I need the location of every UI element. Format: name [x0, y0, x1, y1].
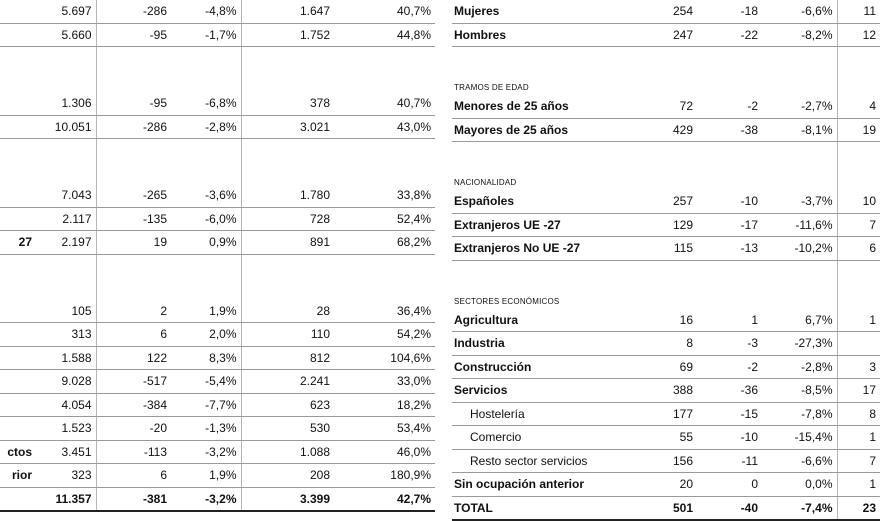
empty-cell: [0, 254, 34, 277]
value-cell: 36,4%: [334, 300, 435, 323]
empty-cell: [697, 260, 762, 283]
value-cell: -22: [697, 23, 762, 47]
empty-cell: [96, 162, 171, 185]
total-row: [0, 487, 435, 511]
row-label: Mujeres: [452, 0, 612, 23]
empty-cell: [612, 47, 697, 70]
table-row: [452, 355, 880, 379]
value-cell: 104,6%: [334, 346, 435, 370]
value-cell: 0,0%: [762, 473, 837, 497]
table-row: [0, 231, 435, 255]
empty-cell: [34, 277, 96, 300]
value-cell: 1.780: [241, 184, 334, 207]
table-row: [0, 23, 435, 47]
empty-cell: [837, 260, 880, 283]
value-cell: 40,7%: [334, 0, 435, 23]
value-cell: 1: [837, 473, 880, 497]
value-cell: 42,7%: [334, 487, 435, 511]
empty-cell: [171, 162, 241, 185]
right-table-panel: [452, 0, 880, 521]
table-row: [0, 92, 435, 115]
value-cell: [837, 332, 880, 356]
section-heading: NACIONALIDAD: [454, 178, 517, 187]
value-cell: 3.399: [241, 487, 334, 511]
table-row: [0, 207, 435, 231]
empty-cell: [241, 162, 334, 185]
row-label: [0, 346, 34, 370]
value-cell: -17: [697, 213, 762, 237]
value-cell: 313: [34, 323, 96, 347]
table-row: [452, 190, 880, 213]
value-cell: 1: [837, 309, 880, 332]
value-cell: -11,6%: [762, 213, 837, 237]
value-cell: 16: [612, 309, 697, 332]
value-cell: -95: [96, 23, 171, 47]
value-cell: -8,2%: [762, 23, 837, 47]
row-label: [0, 23, 34, 47]
value-cell: 3.451: [34, 440, 96, 464]
value-cell: 5.660: [34, 23, 96, 47]
value-cell: -7,8%: [762, 402, 837, 426]
empty-cell: [762, 47, 837, 70]
value-cell: 10.051: [34, 115, 96, 139]
value-cell: 812: [241, 346, 334, 370]
table-row: [0, 393, 435, 417]
empty-cell: [837, 142, 880, 165]
value-cell: 623: [241, 393, 334, 417]
empty-cell: [0, 162, 34, 185]
total-row: [452, 496, 880, 520]
value-cell: 40,7%: [334, 92, 435, 115]
value-cell: -381: [96, 487, 171, 511]
value-cell: 19: [96, 231, 171, 255]
empty-cell: [241, 70, 334, 93]
spacer-row: [452, 260, 880, 283]
spacer-row: [0, 47, 435, 70]
empty-cell: [241, 139, 334, 162]
row-label: Servicios: [452, 379, 612, 403]
empty-cell: [697, 142, 762, 165]
value-cell: -517: [96, 370, 171, 394]
row-label: 27: [0, 231, 34, 255]
row-label: [0, 393, 34, 417]
value-cell: 3.021: [241, 115, 334, 139]
table-row: [0, 370, 435, 394]
row-label: Agricultura: [452, 309, 612, 332]
value-cell: 1: [837, 426, 880, 450]
spacer-row: [0, 162, 435, 185]
value-cell: 4.054: [34, 393, 96, 417]
row-label: Comercio: [452, 426, 612, 450]
value-cell: -2,7%: [762, 95, 837, 118]
table-row: [0, 417, 435, 441]
empty-cell: [612, 165, 697, 191]
value-cell: -2: [697, 355, 762, 379]
value-cell: 1.647: [241, 0, 334, 23]
table-row: [452, 237, 880, 261]
empty-cell: [34, 254, 96, 277]
empty-cell: [96, 254, 171, 277]
spacer-row: [0, 70, 435, 93]
value-cell: 5.697: [34, 0, 96, 23]
empty-cell: [34, 139, 96, 162]
empty-cell: [837, 165, 880, 191]
value-cell: 156: [612, 449, 697, 473]
empty-cell: [334, 70, 435, 93]
empty-cell: [612, 70, 697, 96]
value-cell: 54,2%: [334, 323, 435, 347]
value-cell: 69: [612, 355, 697, 379]
table-row: [0, 115, 435, 139]
value-cell: -2,8%: [762, 355, 837, 379]
table-row: [452, 309, 880, 332]
value-cell: -8,1%: [762, 118, 837, 142]
value-cell: 530: [241, 417, 334, 441]
value-cell: -2: [697, 95, 762, 118]
left-data-table: [0, 0, 435, 512]
value-cell: -95: [96, 92, 171, 115]
value-cell: 0,9%: [171, 231, 241, 255]
empty-cell: [34, 70, 96, 93]
empty-cell: [762, 283, 837, 309]
empty-cell: [0, 277, 34, 300]
value-cell: 2.197: [34, 231, 96, 255]
row-label: [0, 184, 34, 207]
empty-cell: [171, 70, 241, 93]
empty-cell: [34, 47, 96, 70]
value-cell: 2.117: [34, 207, 96, 231]
table-row: [452, 332, 880, 356]
value-cell: -3,7%: [762, 190, 837, 213]
empty-cell: [171, 277, 241, 300]
value-cell: 1.306: [34, 92, 96, 115]
empty-cell: [241, 254, 334, 277]
left-table-panel: [0, 0, 435, 512]
value-cell: -40: [697, 496, 762, 520]
empty-cell: [334, 254, 435, 277]
row-label: [0, 300, 34, 323]
empty-cell: [171, 47, 241, 70]
spacer-row: [0, 254, 435, 277]
value-cell: 2,0%: [171, 323, 241, 347]
value-cell: 12: [837, 23, 880, 47]
value-cell: 18,2%: [334, 393, 435, 417]
table-row: [452, 449, 880, 473]
empty-cell: [334, 139, 435, 162]
value-cell: 1,9%: [171, 300, 241, 323]
row-label: [0, 0, 34, 23]
value-cell: 6: [96, 323, 171, 347]
value-cell: 20: [612, 473, 697, 497]
value-cell: 122: [96, 346, 171, 370]
value-cell: 17: [837, 379, 880, 403]
table-row: [452, 379, 880, 403]
empty-cell: [34, 162, 96, 185]
value-cell: -3,2%: [171, 440, 241, 464]
value-cell: -20: [96, 417, 171, 441]
value-cell: 44,8%: [334, 23, 435, 47]
value-cell: 6: [837, 237, 880, 261]
empty-cell: [612, 260, 697, 283]
empty-cell: [171, 139, 241, 162]
empty-cell: [96, 139, 171, 162]
value-cell: 8,3%: [171, 346, 241, 370]
empty-cell: [0, 47, 34, 70]
value-cell: -3,6%: [171, 184, 241, 207]
value-cell: 23: [837, 496, 880, 520]
section-header-row: [452, 165, 880, 191]
value-cell: -2,8%: [171, 115, 241, 139]
row-label: Industria: [452, 332, 612, 356]
value-cell: 33,0%: [334, 370, 435, 394]
row-label: [0, 417, 34, 441]
table-row: [452, 426, 880, 450]
empty-cell: [334, 277, 435, 300]
row-label: Hombres: [452, 23, 612, 47]
empty-cell: [837, 70, 880, 96]
value-cell: 728: [241, 207, 334, 231]
empty-cell: [0, 139, 34, 162]
row-label: rior: [0, 464, 34, 488]
value-cell: -6,6%: [762, 0, 837, 23]
row-label: Construcción: [452, 355, 612, 379]
empty-cell: [334, 47, 435, 70]
row-label: [0, 323, 34, 347]
table-row: [0, 0, 435, 23]
empty-cell: [241, 277, 334, 300]
value-cell: 378: [241, 92, 334, 115]
value-cell: -384: [96, 393, 171, 417]
spacer-row: [0, 139, 435, 162]
value-cell: 9.028: [34, 370, 96, 394]
empty-cell: [96, 70, 171, 93]
value-cell: 115: [612, 237, 697, 261]
table-row: [0, 184, 435, 207]
table-row: [0, 440, 435, 464]
empty-cell: [334, 162, 435, 185]
value-cell: 46,0%: [334, 440, 435, 464]
empty-cell: [697, 70, 762, 96]
value-cell: 208: [241, 464, 334, 488]
table-row: [452, 118, 880, 142]
section-header-row: [452, 70, 880, 96]
row-label: [0, 487, 34, 511]
value-cell: -4,8%: [171, 0, 241, 23]
empty-cell: [96, 47, 171, 70]
empty-cell: [171, 254, 241, 277]
value-cell: 53,4%: [334, 417, 435, 441]
value-cell: -8,5%: [762, 379, 837, 403]
value-cell: 501: [612, 496, 697, 520]
value-cell: 7.043: [34, 184, 96, 207]
value-cell: -6,6%: [762, 449, 837, 473]
value-cell: 19: [837, 118, 880, 142]
value-cell: -11: [697, 449, 762, 473]
row-label: Españoles: [452, 190, 612, 213]
empty-cell: [837, 47, 880, 70]
value-cell: 28: [241, 300, 334, 323]
row-label: Menores de 25 años: [452, 95, 612, 118]
value-cell: -18: [697, 0, 762, 23]
value-cell: -286: [96, 0, 171, 23]
value-cell: -7,7%: [171, 393, 241, 417]
value-cell: 11.357: [34, 487, 96, 511]
empty-cell: [96, 277, 171, 300]
value-cell: 1: [697, 309, 762, 332]
empty-cell: [612, 283, 697, 309]
section-heading: SECTORES ECONÓMICOS: [454, 296, 560, 306]
empty-cell: [241, 47, 334, 70]
value-cell: 6,7%: [762, 309, 837, 332]
value-cell: 105: [34, 300, 96, 323]
empty-cell: [697, 283, 762, 309]
row-label: Extranjeros No UE -27: [452, 237, 612, 261]
empty-cell: [452, 260, 612, 283]
right-data-table: [452, 0, 880, 521]
value-cell: -36: [697, 379, 762, 403]
row-label: TOTAL: [452, 496, 612, 520]
spacer-row: [0, 277, 435, 300]
value-cell: 1.088: [241, 440, 334, 464]
value-cell: 254: [612, 0, 697, 23]
row-label: [0, 115, 34, 139]
table-row: [452, 0, 880, 23]
row-label: [0, 92, 34, 115]
value-cell: 3: [837, 355, 880, 379]
value-cell: 8: [837, 402, 880, 426]
value-cell: 1.523: [34, 417, 96, 441]
value-cell: 0: [697, 473, 762, 497]
empty-cell: [697, 47, 762, 70]
empty-cell: [697, 165, 762, 191]
row-label: Resto sector servicios: [452, 449, 612, 473]
value-cell: -135: [96, 207, 171, 231]
value-cell: 72: [612, 95, 697, 118]
value-cell: 257: [612, 190, 697, 213]
empty-cell: [762, 260, 837, 283]
row-label: ctos: [0, 440, 34, 464]
value-cell: -10: [697, 190, 762, 213]
value-cell: 68,2%: [334, 231, 435, 255]
value-cell: 55: [612, 426, 697, 450]
value-cell: -286: [96, 115, 171, 139]
value-cell: -265: [96, 184, 171, 207]
value-cell: 129: [612, 213, 697, 237]
value-cell: 1.588: [34, 346, 96, 370]
row-label: Extranjeros UE -27: [452, 213, 612, 237]
value-cell: 33,8%: [334, 184, 435, 207]
value-cell: -6,0%: [171, 207, 241, 231]
section-heading: TRAMOS DE EDAD: [454, 83, 529, 92]
value-cell: 388: [612, 379, 697, 403]
spacer-row: [452, 47, 880, 70]
row-label: Sin ocupación anterior: [452, 473, 612, 497]
value-cell: -5,4%: [171, 370, 241, 394]
value-cell: 2: [96, 300, 171, 323]
table-row: [452, 213, 880, 237]
table-row: [0, 323, 435, 347]
value-cell: -38: [697, 118, 762, 142]
value-cell: 180,9%: [334, 464, 435, 488]
value-cell: -15: [697, 402, 762, 426]
value-cell: -13: [697, 237, 762, 261]
table-row: [452, 95, 880, 118]
value-cell: -10: [697, 426, 762, 450]
value-cell: 1.752: [241, 23, 334, 47]
value-cell: 247: [612, 23, 697, 47]
value-cell: -3,2%: [171, 487, 241, 511]
value-cell: 1,9%: [171, 464, 241, 488]
value-cell: 7: [837, 213, 880, 237]
row-label: Mayores de 25 años: [452, 118, 612, 142]
value-cell: -1,3%: [171, 417, 241, 441]
empty-cell: [452, 142, 612, 165]
empty-cell: [452, 47, 612, 70]
value-cell: 8: [612, 332, 697, 356]
value-cell: -3: [697, 332, 762, 356]
value-cell: 52,4%: [334, 207, 435, 231]
table-row: [0, 346, 435, 370]
table-row: [0, 464, 435, 488]
table-row: [0, 300, 435, 323]
value-cell: 10: [837, 190, 880, 213]
row-label: [0, 370, 34, 394]
empty-cell: [0, 70, 34, 93]
value-cell: 891: [241, 231, 334, 255]
empty-cell: [612, 142, 697, 165]
value-cell: -10,2%: [762, 237, 837, 261]
empty-cell: [837, 283, 880, 309]
value-cell: 4: [837, 95, 880, 118]
value-cell: -113: [96, 440, 171, 464]
value-cell: 6: [96, 464, 171, 488]
table-row: [452, 23, 880, 47]
value-cell: 43,0%: [334, 115, 435, 139]
empty-cell: [762, 142, 837, 165]
value-cell: 7: [837, 449, 880, 473]
value-cell: -15,4%: [762, 426, 837, 450]
row-label: [0, 207, 34, 231]
spacer-row: [452, 142, 880, 165]
value-cell: 323: [34, 464, 96, 488]
value-cell: 2.241: [241, 370, 334, 394]
table-row: [452, 473, 880, 497]
section-header-row: [452, 283, 880, 309]
row-label: Hostelería: [452, 402, 612, 426]
value-cell: 177: [612, 402, 697, 426]
value-cell: -7,4%: [762, 496, 837, 520]
value-cell: -27,3%: [762, 332, 837, 356]
value-cell: 429: [612, 118, 697, 142]
empty-cell: [762, 70, 837, 96]
value-cell: 110: [241, 323, 334, 347]
empty-cell: [762, 165, 837, 191]
table-row: [452, 402, 880, 426]
value-cell: 11: [837, 0, 880, 23]
value-cell: -1,7%: [171, 23, 241, 47]
value-cell: -6,8%: [171, 92, 241, 115]
